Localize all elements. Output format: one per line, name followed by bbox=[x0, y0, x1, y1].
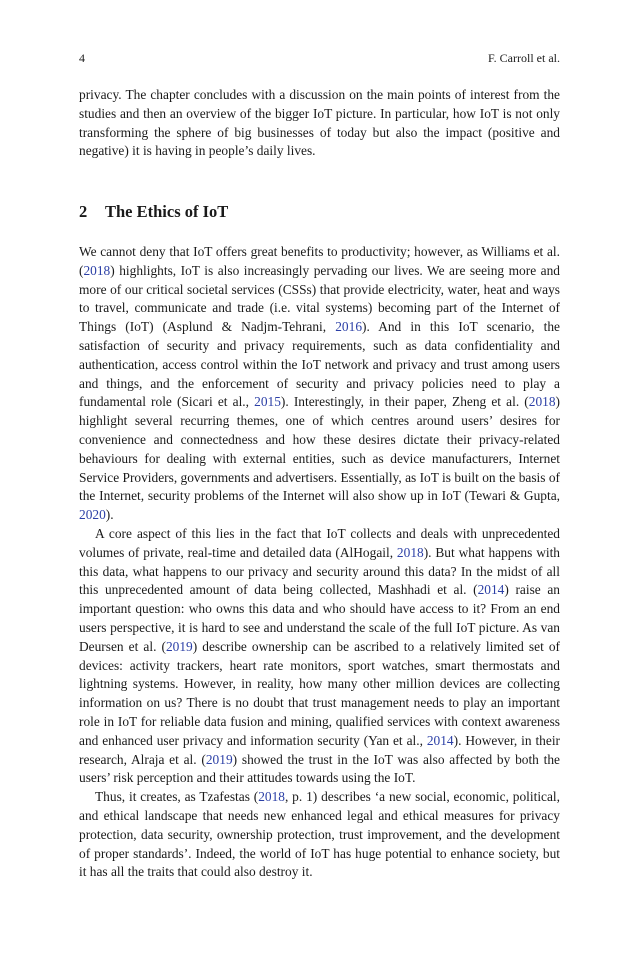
citation-link[interactable]: 2018 bbox=[258, 789, 285, 805]
paragraph-text: ) raise an important question: who owns this data and who should have access to it? From an end users perspective, it is hard to see and understand the scale of the full IoT picture. As van Deursen et al. ( bbox=[79, 582, 560, 654]
paragraph-text: A core aspect of this lies in the fact that IoT collects and deals with unprecedented volumes of private, real-time and detailed data (AlHogail, bbox=[79, 525, 560, 560]
citation-link[interactable]: 2019 bbox=[165, 638, 193, 654]
paragraph-text: ). bbox=[105, 507, 114, 523]
intro-paragraph: privacy. The chapter concludes with a discussion on the main points of interest from the studies and then an overview of the bigger IoT picture. In particular, how IoT is not only transforming the sphere of big businesses of today but also the impact (positive and negative) it is having in people’s daily lives. bbox=[79, 87, 560, 159]
paragraph-text: ). Interestingly, in their paper, Zheng et al. ( bbox=[280, 394, 529, 410]
paragraph-text: Thus, it creates, as Tzafestas ( bbox=[95, 789, 259, 805]
body-paragraph-1 bbox=[79, 243, 560, 525]
citation-link[interactable]: 2018 bbox=[528, 394, 556, 410]
paragraph-text: We cannot deny that IoT offers great benefits to productivity; however, as Williams et al. ( bbox=[79, 244, 560, 278]
citation-link[interactable]: 2014 bbox=[426, 732, 454, 748]
paragraph-text: , p. 1) describes ‘a new social, economic, political, and ethical landscape that needs new enhanced legal and ethical measures for privacy protection, data security, ownership protection, trust improvement, and the development of proper standards’. Indeed, the world of IoT has huge potential to enhance society, but it has all the traits that could also destroy it. bbox=[79, 789, 561, 880]
paragraph-text: ) describe ownership can be ascribed to a relatively limited set of devices: activity trackers, heart rate monitors, sport watches, smart thermostats and lightning systems. However, in reality, how many other million devices are collecting information on us? There is no doubt that trust management needs to play an important role in IoT for reliable data fusion and mining, qualified services with context awareness and enhanced user privacy and information security (Yan et al., bbox=[79, 638, 561, 748]
paragraph-text: ) showed the trust in the IoT was also affected by both the users’ risk perception and their attitudes towards using the IoT. bbox=[79, 751, 560, 786]
citation-link[interactable]: 2018 bbox=[396, 544, 424, 560]
citation-link[interactable]: 2016 bbox=[335, 319, 363, 335]
section-body bbox=[79, 243, 560, 882]
paragraph-text: ) highlight several recurring themes, one of which centres around users’ desires for convenience and connectedness and how these desires dictate their privacy-related behaviours for dealing with external entities, such as device manufacturers, Internet Service Providers, governments and advertisers. Essentially, as IoT is built on the basis of the Internet, security problems of the Internet will also show up in IoT (Tewari & Gupta, bbox=[79, 394, 561, 504]
paragraph-text: ). And in this IoT scenario, the satisfaction of security and privacy requirements, such as data confidentiality and authentication, access control within the IoT network and privacy and trust among users and things, and the enforcement of security and privacy policies need to play a fundamental role (Sicari et al., bbox=[79, 319, 560, 410]
paragraph-text: ). However, in their research, Alraja et al. ( bbox=[79, 732, 561, 767]
section-heading bbox=[79, 202, 228, 222]
citation-link[interactable]: 2020 bbox=[79, 507, 106, 523]
body-paragraph-2 bbox=[79, 525, 560, 788]
citation-link[interactable]: 2018 bbox=[83, 262, 111, 278]
running-head bbox=[79, 50, 560, 66]
page-number: 4 bbox=[79, 51, 85, 65]
citation-link[interactable]: 2014 bbox=[477, 582, 505, 598]
citation-link[interactable]: 2019 bbox=[205, 751, 233, 767]
citation-link[interactable]: 2015 bbox=[254, 394, 281, 410]
section-number: 2 bbox=[79, 202, 88, 221]
paragraph-text: ). But what happens with this data, what happens to our privacy and security around this data? In the midst of all this unprecedented amount of data being collected, Mashhadi et al. ( bbox=[79, 544, 561, 598]
running-head-authors: F. Carroll et al. bbox=[487, 51, 560, 65]
body-paragraph-3 bbox=[79, 788, 560, 882]
paragraph-text: ) highlights, IoT is also increasingly pervading our lives. We are seeing more and more of our critical societal services (CSSs) that provide electricity, water, heat and ways to travel, communicate and trade (i.e. vital systems) becoming part of the Internet of Things (IoT) (Asplund & Nadjm-Tehrani, bbox=[79, 262, 560, 335]
section-title: The Ethics of IoT bbox=[105, 202, 229, 221]
